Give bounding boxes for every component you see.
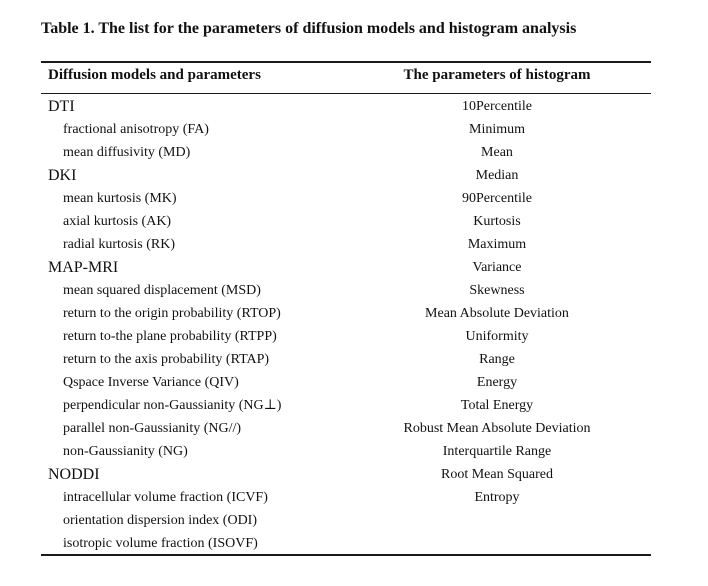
table-bottom-rule xyxy=(41,554,651,556)
histogram-parameter: Mean xyxy=(481,145,513,160)
histogram-parameter: Skewness xyxy=(469,283,525,298)
model-parameter: radial kurtosis (RK) xyxy=(63,237,175,252)
table-caption: Table 1. The list for the parameters of diffusion models and histogram analysis xyxy=(41,20,577,37)
histogram-parameter: Kurtosis xyxy=(473,214,521,229)
model-parameter: axial kurtosis (AK) xyxy=(63,214,172,229)
model-parameter: non-Gaussianity (NG) xyxy=(63,444,188,459)
histogram-parameter: Robust Mean Absolute Deviation xyxy=(403,421,591,436)
histogram-column xyxy=(403,95,684,509)
model-group-label: MAP-MRI xyxy=(48,259,119,276)
model-parameter: return to the origin probability (RTOP) xyxy=(63,306,281,321)
model-parameter: mean diffusivity (MD) xyxy=(63,145,191,160)
model-parameter: isotropic volume fraction (ISOVF) xyxy=(63,536,258,551)
column-header-models: Diffusion models and parameters xyxy=(48,67,261,83)
model-parameter: intracellular volume fraction (ICVF) xyxy=(63,490,268,505)
models-column xyxy=(48,95,281,555)
histogram-parameter: Variance xyxy=(472,260,522,275)
model-parameter: return to-the plane probability (RTPP) xyxy=(63,329,277,344)
model-parameter: Qspace Inverse Variance (QIV) xyxy=(63,375,239,390)
histogram-parameter: Energy xyxy=(476,375,518,390)
model-group-label: DTI xyxy=(48,98,75,115)
histogram-parameter: Interquartile Range xyxy=(442,444,552,459)
histogram-parameter: Minimum xyxy=(468,122,526,137)
histogram-parameter: Root Mean Squared xyxy=(441,467,553,482)
histogram-parameter: Median xyxy=(475,168,519,183)
table-header-rule xyxy=(41,93,651,94)
model-parameter: mean kurtosis (MK) xyxy=(63,191,177,206)
histogram-parameter: 90Percentile xyxy=(462,191,532,206)
model-parameter: perpendicular non-Gaussianity (NG⊥) xyxy=(63,398,282,413)
model-parameter: return to the axis probability (RTAP) xyxy=(63,352,270,367)
model-group-label: NODDI xyxy=(48,466,100,483)
model-parameter: fractional anisotropy (FA) xyxy=(63,122,209,137)
model-group-label: DKI xyxy=(48,167,77,184)
model-parameter: orientation dispersion index (ODI) xyxy=(63,513,258,528)
column-header-histogram: The parameters of histogram xyxy=(403,67,591,83)
histogram-parameter: 10Percentile xyxy=(462,99,532,114)
histogram-parameter: Maximum xyxy=(467,237,527,252)
histogram-parameter: Entropy xyxy=(474,490,520,505)
model-parameter: mean squared displacement (MSD) xyxy=(63,283,261,298)
table-top-rule xyxy=(41,61,651,63)
histogram-parameter: Range xyxy=(479,352,515,367)
histogram-parameter: Total Energy xyxy=(460,398,534,413)
model-parameter: parallel non-Gaussianity (NG//) xyxy=(63,421,242,436)
histogram-parameter: Uniformity xyxy=(465,329,529,344)
histogram-parameter: Mean Absolute Deviation xyxy=(425,306,569,321)
